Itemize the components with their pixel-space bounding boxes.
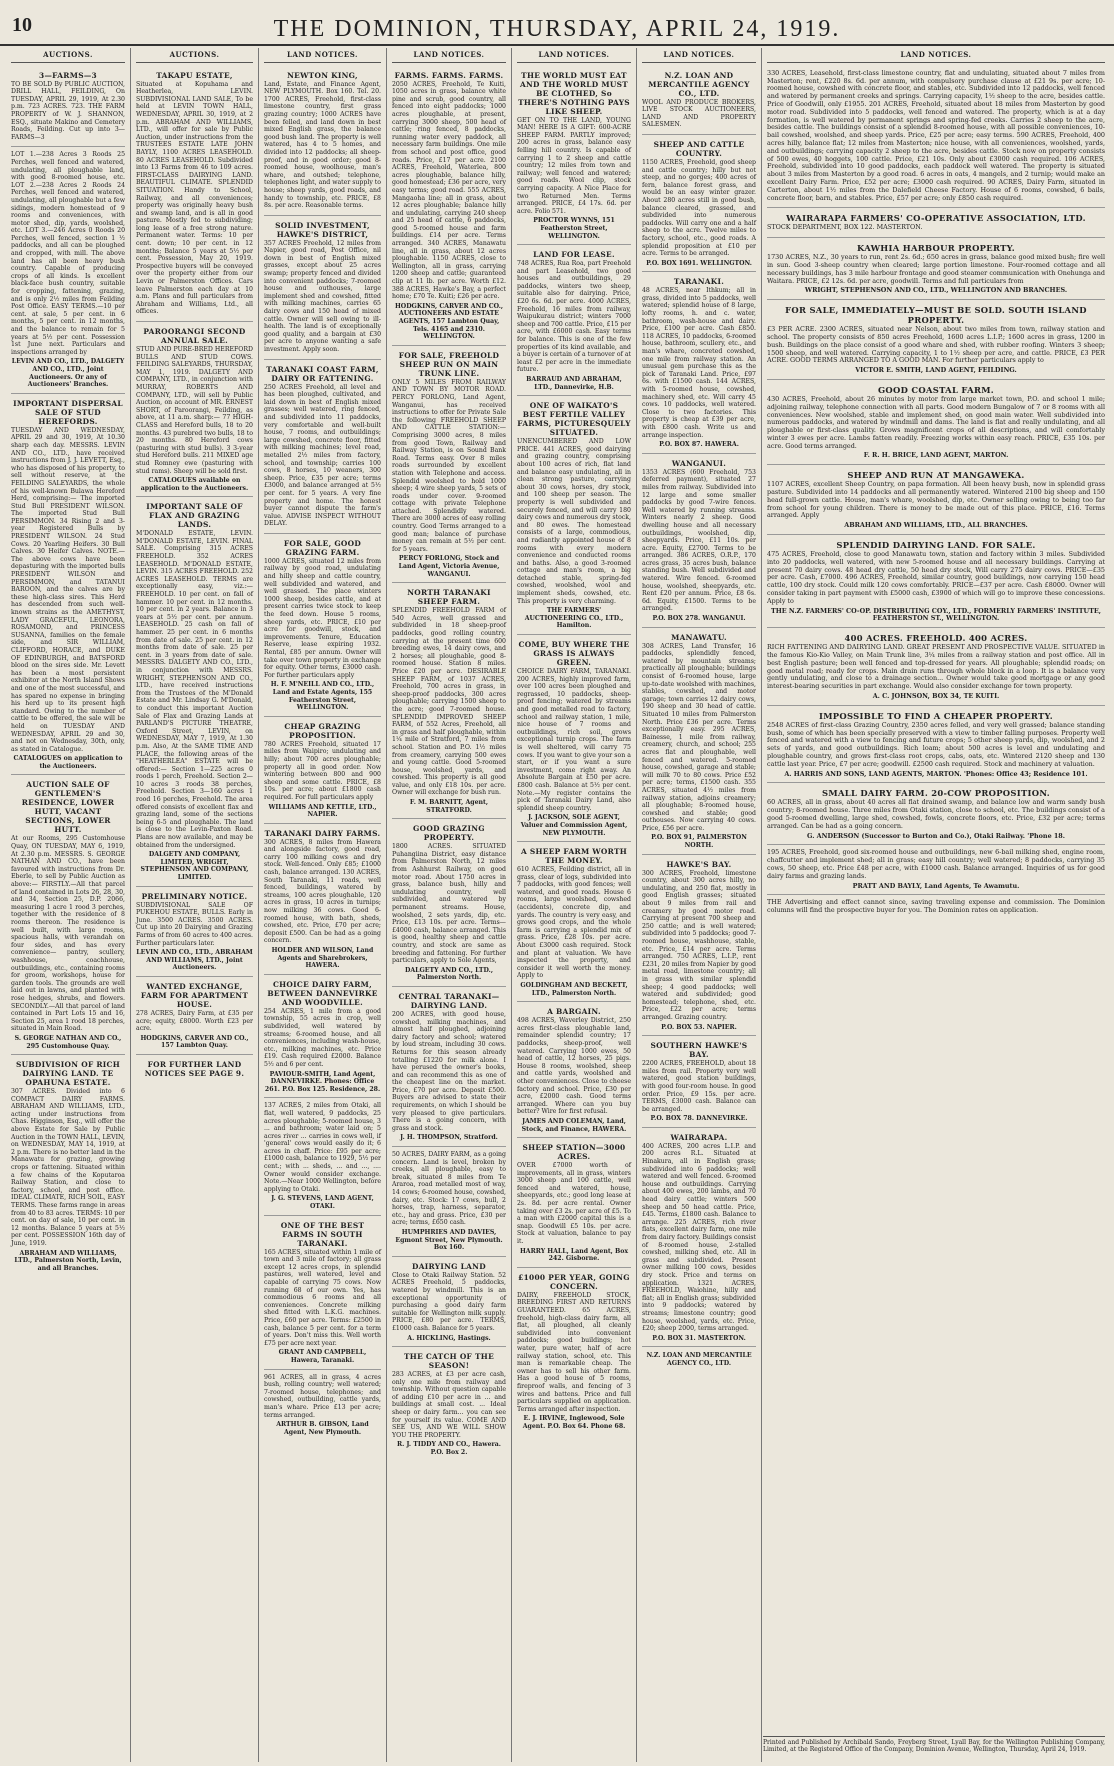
- ad-title: WAIRARAPA.: [670, 1132, 728, 1142]
- advertisement: [392, 66, 506, 346]
- advertisement: [767, 628, 1105, 706]
- advertisement: [264, 824, 381, 975]
- ad-advertiser: HODGKINS, CARVER AND CO., 157 Lambton Quay.: [140, 1034, 249, 1050]
- advertisement: [264, 717, 381, 824]
- ad-title: SHEEP AND CATTLE COUNTRY.: [653, 139, 745, 158]
- ad-advertiser: LEVIN AND CO., LTD., DALGETY AND CO., LTD., Joint Auctioneers. Or any of Auctioneers' Branches.: [11, 358, 125, 389]
- column-heading: LAND NOTICES.: [642, 48, 756, 63]
- ad-advertiser: A. C. JOHNSON, BOX 34, TE KUITI.: [872, 692, 1000, 701]
- ad-advertiser: HOLDER AND WILSON, Land Agents and Sharebrokers, HAWERA.: [271, 947, 374, 970]
- advertisement: [517, 635, 631, 842]
- page-number: 10: [12, 14, 32, 36]
- column-5: [512, 48, 637, 1762]
- ad-body: £3 PER ACRE. 2300 ACRES, situated near Nelson, about two miles from town, railway station and school. The property consists of 850 acres Freehold, 1600 acres L.I.P.; 1600 acres in grass, 1200 in bush. Buildings on the place consist of a good whare and shed, with rubber roofing. Winters 3 sheep; 1500 sheep, and well watered. Carrying capacity, 1 to 1½ sheep per acre, and cattle. PRICE, £3 PER ACRE. GOOD TERMS ARRANGED TO A GOOD MAN. For further particulars apply to: [767, 325, 1105, 365]
- ad-advertiser: S. GEORGE NATHAN AND CO., 295 Customhouse Quay.: [14, 1034, 122, 1050]
- ad-body: 400 ACRES, 200 acres L.I.P. and 200 acres R.L. Situated at Hinakura, all in English grass; subdivided into 6 paddocks; well watered and well fenced. 6-roomed house and outbuildings. Carrying about 400 ewes, 200 lambs, and 70 head dairy cattle; winters 500 sheep and 50 head cattle. Price, £45. Terms, £1800 cash. Balance to arrange. 225 ACRES, rich river flats, excellent dairy farm, one mile from dairy factory. Buildings consist of 8-roomed house, 2-stalled cowshed, milking shed, etc. All in grass and subdivided. Present owner milking 100 cows, besides dry stock. Price and terms on application. 1321 ACRES, FREEHOLD, Waiohine, hilly and flat; all in English grass; subdivided into 9 paddocks; watered by streams; limestone country; good house, woolshed, yards, etc. Price, £20; sheep 2000, terms arranged.: [642, 1142, 756, 1333]
- ad-title: NORTH TARANAKI SHEEP FARM.: [407, 588, 491, 607]
- ad-body: TUESDAY AND WEDNESDAY, APRIL 29 and 30, 1919, At 10.30 sharp each day. MESSRS. LEVIN AND CO., LTD., have received instructions from J. J. LEVETT, Esq., who has disposed of his property, to sell without reserve, at the FEILDING SALEYARDS, the whole of his well-known Bulawa Hereford Herd, comprising:— The imported Stud Bull PRESIDENT WILSON. The imported Stud Bull PERSIMMON. 34 Rising 2 and 3-year Registered Bulls by PRESIDENT WILSON. 24 Stud Cows. 20 Yearling Heifers. 30 Bull Calves. 30 Heifer Calves. NOTE.—The above cows have been depasturing with the imported bulls PRESIDENT WILSON and PERSIMMON, and TATANUI BAROON, and the calves are by these high-class sires. This Herd has descended from such well-known strains as the AMETHYST, LADY GRACEFUL, LEONORA, ROSAMOND, and PRINCESS SUSANNA, families on the female side, and SIR WILLIAM, CLIFFORD, HORACE, and DUKE OF EDINBURGH, and BATSFORD blood on the sires side. Mr. Levett has been a most persistent exhibitor at the North Island Shows and one of the most successful, and has spared no expense in bringing his herd up to its present high standard. Owing to the number of cattle to be offered, the sale will be held on TUESDAY AND WEDNESDAY, APRIL 29 and 30, and not on Wednesday, 30th, only, as stated in Catalogue.: [11, 426, 125, 753]
- ad-body: 1000 ACRES, situated 12 miles from railway by good road, undulating and hilly sheep and cattle country, well subdivided and watered, and well grassed. The place winters 1000 sheep, besides cattle, and at present carries twice stock to keep the feed down. House 5 rooms, sheep yards, etc. PRICE, £10 per acre for goodwill, stock, and improvements. Tenure, Education Reserve, lease expiring 1932. Rental, £85 per annum. Owner will take over town property in exchange for equity. Other terms, £3000 cash. For further particulars apply: [264, 557, 381, 679]
- ad-body: ONLY 5 MILES FROM RAILWAY AND TOWN BY MOTOR ROAD. PERCY FORLONG, Land Agent, Wanganui, has received instructions to offer for Private Sale the following FREEHOLD SHEEP AND CATTLE STATION:— Comprising 3000 acres, 8 miles from good Town, Railway and Railway Station, is on Sound Bank Road. Terms easy. Over 8 miles roads surrounded by excellent station with Telephone and access. Splendid woolshed to hold 1000 sheep; 4 wire sheep yards, 5 sets of roads under cover. 9-roomed cottage with private Telephone attached. Splendidly watered. There are 3000 acres of easy rolling country. Good Terms arranged to a good man; balance of purchase money can remain at 5½ per cent. for 5 years.: [392, 378, 506, 553]
- advertisement: [767, 465, 1105, 535]
- advertisement: [767, 300, 1105, 380]
- column-heading: LAND NOTICES.: [392, 48, 506, 63]
- ad-advertiser: CATALOGUES available on application to the Auctioneers.: [140, 477, 249, 492]
- advertisement: [767, 66, 1105, 209]
- column-heading: AUCTIONS.: [11, 48, 125, 63]
- ad-title: TARANAKI.: [673, 277, 725, 287]
- advertisement: [642, 1036, 756, 1128]
- advertisement: [264, 1370, 381, 1441]
- ad-advertiser: R. J. TIDDY AND CO., Hawera. P.O. Box 2.: [397, 1441, 501, 1457]
- ad-title: ONE OF THE BEST FARMS IN SOUTH TARANAKI.: [280, 1220, 365, 1248]
- ad-body: 330 ACRES, Leasehold, first-class limestone country, flat and undulating, situated about 7 miles from Masterton; rent, £220 8s. 6d. per annum, with compulsory purchase clause at £21 9s. per acre; 10-roomed house, cowshed with concrete floor, and stables, etc. Subdivided into 12 paddocks, well fenced and watered by permanent creeks and springs. Carrying capacity, 1½ sheep to the acre, besides cattle. Price of Goodwill, only £1955. 201 ACRES, Freehold, situated about 18 miles from Masterton by good motor road. Subdivided into 5 paddocks, well fenced and watered. The property, which is at a day formation, is well watered by permanent springs and spring-fed creeks. Carries 2 sheep to the acre, besides cattle. The buildings consist of a splendid 8-roomed house, with all possible conveniences, 10-bail cowshed, woolshed, and sheep yards. Price, £25 per acre; easy terms. 590 ACRES, Freehold, 400 acres hilly, balance flat; 12 miles from Masterton; nice house, with all conveniences, woolshed, yards, and outbuildings; carrying capacity 2 sheep to the acre, besides cattle. Stock now on property consists of 500 ewes, 40 hoggets, 100 cattle. Price, £21 10s. Only about £3000 cash required. 106 ACRES, Freehold, subdivided into 10 good paddocks, each paddock well watered. The property is situated about 3 miles from Masterton by a good road. 6 acres in oats, 4 mangels, and 2 turnip; would make an excellent Dairy Farm. Price, £52 per acre; £3000 cash required. 90 ACRES, Dairy Farm, situated in Carterton, about 1½ miles from the Dalefield Cheese Factory. House of 6 rooms, cowshed, 6 bails, concrete floor, barn, and stables. Price, £57 per acre; only £850 cash required.: [767, 68, 1105, 202]
- ad-body: 195 ACRES, Freehold, good six-roomed house and outbuildings, new 6-bail milking shed, engine room, chaffcutter and implement shed; all in grass; easy hill country; well watered; 8 paddocks, carrying 35 cows, 50 sheep, etc. Price £48 per acre, with £1000 cash. Balance arranged. Inquiries of us for good dairy farms and grazing lands.: [767, 848, 1105, 880]
- ad-body: OVER £7000 worth of improvements, all in grass, winters 3000 sheep and 100 cattle, well fenced and watered, house, sheepyards, etc.; good long lease at 2s. 8d. per acre rental. Owner taking over £3 2s. per acre of £5. To a man with £2000 capital this is a snap. Goodwill £5 10s. per acre. Stock at valuation, balance to pay it.: [517, 1162, 631, 1246]
- ad-body: STOCK DEPARTMENT, BOX 122. MASTERTON.: [767, 223, 923, 232]
- ad-body: UNENCUMBERED AND LOW PRICE. 441 ACRES, good dairying and grazing country, comprising about 100 acres of rich, flat land and balance easy undulating, all in clean strong pasture, carrying about 30 cows, horses, dry stock, and 100 sheep per season. The property is well subdivided and securely fenced, and will carry 180 dairy cows and numerous dry stock, and 80 ewes. The homestead consists of a large, commodious, and radiantly appointed house of 8 rooms with every modern convenience and conducted rooms and baths. Also, a good 3-roomed cottage and man's room, a big detached stable, spring-fed cowshed, woolshed, wool and implement sheds, cowshed, etc. This property is very charming.: [517, 438, 631, 605]
- ad-body: Close to Otaki Railway Station. 52 ACRES Freehold, 5 paddocks, watered by windmill. This is an exceptional opportunity of purchasing a good dairy farm suitable for Wellington milk supply. PRICE, £80 per acre. TERMS, £1000 cash. Balance for 5 years.: [392, 1271, 506, 1332]
- advertisement: [517, 1138, 631, 1268]
- column-2: [131, 48, 259, 1762]
- ad-body: 748 ACRES, Rua Roa, part Freehold and part Leasehold, two good houses and outbuildings, 29 paddocks, winters two sheep, suitable also for dairying. Price, £20 6s. 6d. per acre. 4000 ACRES, Freehold, 16 miles from railway, Waipukurau district; winters 7000 sheep and 700 cattle. Price, £15 per acre, with £6000 cash. Easy terms for balance. This is one of the few properties of its kind available, and a buyer is certain of a turnover of at least £2 per acre in the immediate future.: [517, 260, 632, 374]
- ad-advertiser: HARRY HALL, Land Agent, Box 242. Gisborne.: [519, 1247, 629, 1263]
- columns-area: [6, 48, 1110, 1762]
- advertisement: [642, 628, 756, 855]
- advertisement: [642, 66, 756, 135]
- ad-advertiser: P.O. BOX 91, PALMERSTON NORTH.: [651, 834, 747, 850]
- ad-advertiser: DALGETY AND COMPANY, LIMITED, WRIGHT, STEPHENSON AND COMPANY, LIMITED.: [140, 851, 249, 881]
- advertisement: [517, 396, 631, 635]
- advertisement: [11, 66, 125, 148]
- ad-body: LOT 1.—238 Acres 3 Roods 25 Perches, well fenced and watered, undulating, all ploughable land, with good 8-roomed house, etc. LOT 2.—238 Acres 2 Roods 24 Perches, well fenced and watered, undulating, all ploughable but a few sidings, modern homestead of 9 rooms and conveniences, with motor shed, dip, yards, woolshed, etc. LOT 3.—246 Acres 0 Roods 20 Perches, well fenced, section 1 ½ paddocks, and all can be ploughed and cropped, with mill. The above land has all been heavy bush country. Capable of producing crops of all kinds. Is excellent black-face bush country, suitable for cropping, fattening, grazing, and is only 2½ miles from Feilding Post Office. EASY TERMS.—10 per cent. at sale, 5 per cent. in 6 months, 5 per cent. in 12 months, and the balance to remain for 5 years at 5½ per cent. Possession 1st June next. Particulars and inspections arranged by: [11, 151, 125, 356]
- ad-body: Situated at Kopuhama and Heatherlea, LEVIN. SUBDIVISIONAL LAND SALE, To be held at LEVIN TOWN HALL, WEDNESDAY, APRIL 30, 1919, at 2 p.m. ABRAHAM AND WILLIAMS, LTD., will offer for sale by Public Auction, under instructions from the TRUSTEES ESTATE LATE JOHN BAYLY, 1100 ACRES LEASEHOLD. 80 ACRES LEASEHOLD. Subdivided into 13 Farms from 46 to 109 acres. FIRST-CLASS DAIRYING LAND. BEAUTIFUL CLIMATE. SPLENDID SITUATION. Handy to School, Railway, and all conveniences; property was originally heavy bush and swamp land, and is all in good pasture. Mostly fed to subdividing; long lease of a free strong nature. Permanent water. Terms: 10 per cent. down; 10 per cent. in 12 months; Balance 5 years at 5½ per cent. Possession, May 20, 1919. Prospective buyers will be conveyed over the property either from our Levin or Palmerston Offices. Cars leave Palmerston each day at 10 a.m. Plans and full particulars from Abraham and Williams, Ltd., all offices.: [136, 80, 253, 316]
- ad-title: CENTRAL TARANAKI—DAIRYING LAND.: [398, 991, 500, 1010]
- column-heading: AUCTIONS.: [136, 48, 253, 63]
- ad-body: 498 ACRES, Waverley District, 250 acres first-class ploughable land, remainder splendid country; 17 paddocks, sheep-proof, well watered. Carrying 1000 ewes, 50 head of cattle, 12 horses, 25 pigs. House 8 rooms, woolshed, sheep and cattle yards, woolshed and other conveniences. Close to cheese factory and school. Price, £30 per acre, £2000 cash. Good terms arranged. Where can you buy better? Wire for first refusal.: [517, 1017, 631, 1116]
- advertisement: [767, 380, 1105, 465]
- ad-advertiser: BARRAUD AND ABRAHAM, LTD., Dannevirke, H.B.: [526, 376, 622, 391]
- ad-title: MANAWATU.: [671, 632, 727, 642]
- ad-title: ONE OF WAIKATO'S BEST FERTILE VALLEY FARMS, PICTURESQUELY SITUATED.: [517, 401, 631, 438]
- ad-body: Land, Estate, and Finance Agent, NEW PLYMOUTH. Box 160. Tel. 20. 1700 ACRES, Freehold, first-class limestone country, first grass grazing country; 1000 ACRES have been felled, and land down in best mixed English grass, the balance good bush land. The property is well watered, has 4 to 5 homes, and divided into 12 paddocks; all sheep-proof, and in good order; good 8-roomed house, woolhouse, man's whare, and outshed; telephone, telephones light, and water supply to house; sheep yards, good roads, and handy to township, etc. PRICE, £8 8s. per acre. Reasonable terms.: [264, 80, 381, 210]
- ad-body: 2548 ACRES of first-class Grazing Country, 2350 acres felled, and very well grassed; balance standing bush, some of which has been specially preserved with a view to timber falling purposes. Property well fenced and watered with a view to fencing and future crops; 5 other sheep yards, dip, woolshed, and 2 sets of yards, and good outbuildings. Rich loam; about 500 acres is level and undulating and ploughable country, and grows first-class root crops, cabs, oats, etc. Wintered 2120 sheep and 130 cattle last year. Price, £7 per acre; goodwill. £2500 cash required. Stock and machinery at valuation.: [767, 720, 1105, 768]
- ad-body: 475 ACRES, Freehold, close to good Manawatu town, station and factory within 3 miles. Subdivided into 20 paddocks, well watered, with new 5-roomed house and all necessary buildings. Carrying at present 70 dairy cows. 48 head dry cattle, 50 head dry stock, Will carry 275 dairy cows. PRICE—£35 per acre. Cash, £7000. 496 ACRES, Freehold, similar country, good buildings, now carrying 150 head cattle, 100 dry stock. Could milk 120 cows comfortably. PRICE—£37 per acre. Cash £8000. Owner will consider taking in part payment with £5000 cash, £3900 of which will go to improve these concessions. Apply to: [767, 550, 1105, 605]
- column-3: [259, 48, 387, 1762]
- ad-title: IMPORTANT DISPERSAL SALE OF STUD HEREFORDS.: [13, 398, 123, 426]
- advertisement: [517, 245, 631, 396]
- ad-advertiser: HODGKINS, CARVER AND CO., AUCTIONEERS AND ESTATE AGENTS, 157 Lambton Quay, Tels. 4165 and 2310. WELLINGTON.: [394, 302, 504, 341]
- ad-body: RICH FATTENING AND DAIRYING LAND. GREAT PRESENT AND PROSPECTIVE VALUE. SITUATED in the famous Kio-Kio Valley, on Main Trunk line, 3¼ miles from a railway station and post office. All in best English pasture; been well fenced and top-dressed for years. All ploughable; splendid roads; on good metal road; ready for crops. Main drain runs through whole block in a loop. It is a balance very gently undulating, and close to a drainage section... Owner would take good mortgage or any good interest-bearing securities in part exchange. Would also consider exchange for town property.: [767, 643, 1105, 691]
- ad-body: 610 ACRES, Feilding district, all in grass, clear of logs, subdivided into 7 paddocks, with good fences; well watered, and good roads. House 6 rooms, large woolshed, cowshed (accidents), concrete dip, and yards. The country is very easy, and grows good crops, and the whole farm is carrying a splendid mix of grass. Price, £28 10s. per acre. About £3000 cash required. Stock and plant at valuation. We have inspected the property, and consider it well worth the money. Apply to: [517, 866, 631, 980]
- ad-title: WANTED EXCHANGE, FARM FOR APARTMENT HOUSE.: [140, 981, 249, 1009]
- ad-body: 430 ACRES, Freehold, about 26 minutes by motor from large market town, P.O. and school 1 mile; adjoining railway, telephone connection with all parts. Good modern Bungalow of 7 or 8 rooms with all conveniences. New woolshed, stable and implement shed, on good main water. Well subdivided into numerous paddocks, and watered by windmill and dams. The land is flat and really undulating, and all ploughable or first-class quality. Grows magnificent crops of all descriptions, and will comfortably winter 3 ewes per acre. Lambs fatten readily. Freezing works within easy reach. PRICE, £35 10s. per acre. Good terms arranged.: [767, 394, 1105, 450]
- advertisement: [767, 895, 1105, 920]
- ad-title: TARANAKI DAIRY FARMS.: [264, 828, 381, 838]
- ad-body: 250 ACRES Freehold, all level and has been ploughed, cultivated, and laid down in best of English mixed grasses; well watered, ring fenced, and subdivided into 11 paddocks, very comfortable and well-built house, 7 rooms, and outbuildings; large cowshed, concrete floor, fitted with milking machines; level road, metalled 2½ miles from factory, school, and township; carries 100 cows, 8 horses, 10 weaners, 300 sheep. Price, £35 per acre; terms £3000, and balance arranged at 5½ per cent. for 5 years. A very fine property and home. The honest buyer cannot dispute the farm's value. ADVISE INSPECT WITHOUT DELAY.: [264, 383, 381, 528]
- ad-body: 200 ACRES, with good house, cowshed, milking machines, and almost half ploughed, adjoining dairy factory and school; watered by loud stream, including 30 cows. Returns for this season already totalling £1220 for milk alone. I have perused the owner's books, and can recommend this as one of the cheapest line on the market. Price, £70 per acre. Deposit £500. Buyers are advised to state their requirements, on which I should be very pleased to give particulars. There is a going concern, with grass and stock.: [392, 1010, 506, 1132]
- advertisement: [136, 66, 253, 322]
- advertisement: [264, 66, 381, 216]
- ad-body: 1150 ACRES, Freehold, good sheep and cattle country; hilly but not steep, and no gorges; 400 acres of fern, balance forest grass, and would be an easy winter grazer. About 280 acres still in good bush, balance cleared, grassed, and subdivided into numerous paddocks. Will carry one and a half sheep to the acre. Twelve miles to factory, school, etc., good roads. A splendid proposition at £10 per acre. Terms to be arranged.: [642, 158, 756, 258]
- advertisement: [11, 1055, 125, 1276]
- ad-advertiser: GRANT AND CAMPBELL, Hawera, Taranaki.: [278, 1349, 367, 1364]
- advertisement: [517, 1268, 631, 1435]
- ad-body: 137 ACRES, 2 miles from Otaki, all flat, well watered, 9 paddocks, 25 acres ploughable; 5-roomed house, 3 ... and bathroom; water laid on; 5 acres river ... carries in cows well, if 'general' cows would easily do it; 6 acres in chaff. Price: £95 per acre; £1000 cash, balance to 1929, 5½ per cent.; with ... sheds, ... and ..., .... Owner would consider exchange. Note.—Near 1000 Wellington, before applying to Otaki.: [264, 1102, 381, 1193]
- ad-body: 1353 ACRES (600 Freehold, 753 deferred payment), situated 27 miles from railway. Subdivided into 12 large and some smaller paddocks by good 7-wire fences. Well watered by running streams. Winters nearly 2 sheep. Good dwelling house and all necessary outbuildings, woolshed, dip, sheepyards. Price, £11 10s. per acre. Equity, £2700. Terms to be arranged. 386 ACRES, O.R.P., 170 acres grass, 35 acres bush, balance standing bush. Well subdivided and watered. Wire fenced. 6-roomed house, woolshed, sheepyards, etc. Rent £20 per annum. Price, £8 6s. 6d. Equity, £1500. Terms to be arranged.: [642, 468, 756, 613]
- ad-title: WAIRARAPA FARMERS' CO-OPERATIVE ASSOCIATION, LTD.: [786, 213, 1086, 224]
- ad-advertiser: P.O. BOX 87. HAWERA.: [659, 441, 739, 449]
- ad-body: 300 ACRES, Freehold, limestone country, about 300 acres hilly, no undulating, and 250 flat, mostly in good English grasses; situated about 9 miles from rail and creamery by good motor road. Carrying at present 700 sheep and 250 cattle; and is well watered; subdivided into 5 paddocks; good 7-roomed house, washhouse, stable, etc. Price, £14 per acre. Terms arranged. 750 ACRES, L.I.P., rent £231, 20 miles from Napier by good metal road, limestone country; all in grass with similar splendid sheep; 4 good paddocks; well watered and subdivided; good homestead; telephone, shed, etc. Price, £22 per acre; terms arranged. Grazing country.: [642, 869, 756, 1021]
- ad-body: GET ON TO THE LAND, YOUNG MAN! HERE IS A GIFT: 600-ACRE SHEEP FARM. PARTLY improved; 200 acres in grass, balance easy felling hill country. Is capable of carrying 1 to 2 sheep and cattle country; 12 miles from town and railway; well fenced and watered; good roads. Wool clip, stock carrying capacity. A Nice Place for two Returned Men. Terms arranged. PRICE, £4 17s. 6d. per acre. Folio 571.: [517, 116, 631, 215]
- ad-title: PAROORANGI SECOND ANNUAL SALE.: [143, 327, 246, 345]
- ad-body: 307 ACRES. Divided into 6 COMPACT DAIRY FARMS. ABRAHAM AND WILLIAMS, LTD., acting under instructions from Chas. Higginson, Esq., will offer the above Estate for Sale by Public Auction in the TOWN HALL, LEVIN, on WEDNESDAY, MAY 14, 1919, at 2 p.m. There is no better land in the Manawatu for grazing, growing crops or fattening. Situated within a few chains of the Koputaroa Railway Station, and close to factory, school, and post office. IDEAL CLIMATE, RICH SOIL, EASY TERMS. These farms range in areas from 40 to 83 acres. TERMS: 10 per cent. on day of sale, 10 per cent. in 12 months. Balance 5 years at 5½ per cent. POSSESSION 16th day of June, 1919.: [11, 1088, 125, 1247]
- ad-title: THE CATCH OF THE SEASON!: [403, 1352, 494, 1371]
- ad-title: SMALL DAIRY FARM. 20-COW PROPOSITION.: [822, 788, 1050, 799]
- column-1: [6, 48, 131, 1762]
- advertisement: [136, 497, 253, 886]
- ad-title: IMPORTANT SALE OF FLAX AND GRAZING LANDS.: [146, 502, 243, 530]
- advertisement: [264, 360, 381, 534]
- ad-title: FOR SALE, IMMEDIATELY—MUST BE SOLD. SOUTH ISLAND PROPERTY.: [785, 305, 1087, 326]
- column-6: [637, 48, 762, 1762]
- ad-body: 278 ACRES, Dairy Farm, at £35 per acre; equity, £8000. Worth £23 per acre.: [136, 1009, 253, 1033]
- ad-advertiser: P.O. BOX 1691. WELLINGTON.: [646, 259, 752, 267]
- ad-advertiser: PERCY FORLONG, Stock and Land Agent, Victoria Avenue, WANGANUI.: [398, 555, 500, 578]
- advertisement: [136, 1055, 253, 1083]
- column-heading: LAND NOTICES.: [264, 48, 381, 63]
- ad-body: THE Advertising and effect cannot since, saving traveling expense and commission. The Dominion columns will find the prospective buyer for you. The Dominion rates on application.: [767, 898, 1105, 915]
- ad-title: PRELIMINARY NOTICE.: [141, 891, 248, 901]
- advertisement: [264, 1098, 381, 1215]
- advertisement: [642, 454, 756, 628]
- ad-title: KAWHIA HARBOUR PROPERTY.: [856, 243, 1016, 254]
- ad-body: 357 ACRES Freehold, 12 miles from Napier, good road, Post Office, nil down in best of English mixed grasses, except about 25 acres swamp; property fenced and divided into convenient paddocks; 7-roomed house and outhouses, large implement shed and cowshed, fitted with milking machines, carries 65 dairy cows and 150 head of mixed cattle. Owner will sell owing to ill-health. The land is of exceptionally good quality, and a bargain at £30 per acre to anyone wanting a safe investment. Apply soon.: [264, 239, 381, 353]
- ad-title: NEWTON KING,: [287, 70, 358, 80]
- ad-title: CHOICE DAIRY FARM, BETWEEN DANNEVIRKE AND WOODVILLE.: [267, 979, 378, 1007]
- ad-advertiser: F. R. H. BRICE, LAND AGENT, MARTON.: [863, 451, 1009, 460]
- ad-body: 961 ACRES, all in grass, 4 acres bush, rolling country; well watered; 7-roomed house, telephones; and cowshed, outbuilding, cattle yards, man's whare. Price £13 per acre; terms arranged.: [264, 1373, 381, 1419]
- advertisement: [11, 775, 125, 1055]
- ad-title: SHEEP AND RUN AT MANGAWEKA.: [847, 470, 1025, 481]
- advertisement: [392, 1147, 506, 1257]
- ad-body: 780 ACRES Freehold, situated 17 miles from Waipiro; undulating and hilly; about 700 acres ploughable; property all in good order. Now wintering between 800 and 900 sheep and some cattle. PRICE, £8 10s. per acre; about £1800 cash required. For full particulars apply: [264, 740, 381, 801]
- ad-title: SOLID INVESTMENT, HAWKE'S DISTRICT,: [275, 220, 370, 239]
- ad-advertiser: A. HARRIS AND SONS, LAND AGENTS, MARTON. 'Phones: Office 43; Residence 101.: [784, 769, 1088, 778]
- ad-body: STUD AND PURE-BRED HEREFORD BULLS AND STUD COWS. FEILDING SALEYARDS, THURSDAY, MAY 1, 1919. DALGETY AND COMPANY, LTD., in conjunction with MURRAY, ROBERTS AND COMPANY, LTD., will sell by Public Auction, on account of MR. ERNEST SHORT, of Paroorangi, Feilding, as above, at 11 a.m. sharp:— 77 HIGH-CLASS and Hereford bulls, 18 to 20 months. 43 purebred two bulls, 18 to 20 months. 80 Hereford cows (pasturing with stud bulls). 3 3-year stud Hereford bulls. 211 MIXED age stud Romney ewe (pasturing with stud rams). Sheep will be sold first.: [136, 346, 253, 475]
- advertisement: [642, 855, 756, 1036]
- ad-title: CHEAP GRAZING PROPOSITION.: [284, 721, 361, 740]
- ad-advertiser: J. G. STEVENS, LAND AGENT, OTAKI.: [271, 1195, 374, 1211]
- ad-advertiser: WRIGHT, STEPHENSON AND CO., LTD., WELLINGTON AND BRANCHES.: [804, 286, 1068, 295]
- ad-body: SUBDIVISIONAL SALE OF PUKEHOU ESTATE, BULLS. Early in June. 3500 ACRES. 3500 ACRES. Cut up into 20 Dairying and Grazing Farms of from 60 acres to 400 acres. Further particulars later.: [136, 901, 253, 947]
- advertisement: [517, 1002, 631, 1138]
- ad-body: SPLENDID FREEHOLD FARM of 540 Acres, well grassed and subdivided in 18 sheep-proof paddocks, good rolling country, carrying at the present time 600 breeding ewes, 14 dairy cows, and 2 horses; all ploughable, good 8-roomed house. Station 8 miles. Price £20 per acre. DESIRABLE SHEEP FARM, of 1037 ACRES, Freehold, 700 acres in grass, in sheep-proof paddocks, 300 acres ploughable; carrying 1500 sheep to the acre; good 7-roomed house. SPLENDID IMPROVED SHEEP FARM, of 552 Acres, Freehold, all in grass and half ploughable, within 1¼ mile of Stratford, 7 miles from school. Station and P.O. 1½ miles from creamery, carrying 500 ewes and young cattle. Good 5-roomed house, woolshed, yards, and cowshed. This property is all good value, and only £18 10s. per acre. Owner will exchange for bush run.: [392, 607, 506, 797]
- ad-title: SPLENDID DAIRYING LAND. FOR SALE.: [836, 540, 1036, 551]
- advertisement: [517, 842, 631, 1002]
- advertisement: [136, 887, 253, 977]
- ad-advertiser: N.Z. LOAN AND MERCANTILE AGENCY CO., LTD.: [646, 1352, 752, 1367]
- advertisement: [136, 322, 253, 497]
- masthead: [0, 0, 1114, 46]
- column-heading: LAND NOTICES.: [517, 48, 631, 63]
- ad-body: 254 ACRES, 1 mile from a good township, 55 acres in crop, well subdivided, well watered by streams; 6-roomed house, and all conveniences, including wash-house, etc., milking machines, etc. Price £19. Cash required £2000. Balance 5½ and 6 per cent.: [264, 1007, 381, 1068]
- ad-advertiser: ABRAHAM AND WILLIAMS, LTD., Palmerston North, Levin, and all Branches.: [14, 1249, 122, 1272]
- ad-title: FARMS. FARMS. FARMS.: [394, 70, 504, 80]
- advertisement: [392, 583, 506, 819]
- advertisement: [264, 216, 381, 360]
- ad-advertiser: LEVIN AND CO., LTD., ABRAHAM AND WILLIAMS, LTD., Joint Auctioneers.: [136, 949, 253, 972]
- column-4: [387, 48, 512, 1762]
- ad-title: N.Z. LOAN AND MERCANTILE AGENCY CO., LTD.: [648, 70, 750, 98]
- advertisement: [11, 147, 125, 393]
- advertisement: [642, 272, 756, 453]
- ad-advertiser: G. ANDERSON (Successor to Burton and Co.), Otaki Railway. 'Phone 18.: [807, 831, 1065, 840]
- ad-body: 283 ACRES, at £3 per acre cash, only one mile from railway and township. Without question capable of adding £10 per acre in ... and buildings at small cost. ... Ideal sheep or dairy farm... you can see for yourself its value. COME AND SEE US, AND WE WILL SHOW YOU THE PROPERTY.: [392, 1371, 506, 1439]
- ad-advertiser: P.O. BOX 78. DANNEVIRKE.: [650, 1115, 748, 1123]
- ad-advertiser: P.O. BOX 53. NAPIER.: [661, 1023, 737, 1031]
- advertisement: [264, 1216, 381, 1370]
- ad-title: A BARGAIN.: [547, 1007, 601, 1017]
- advertisement: [392, 346, 506, 583]
- ad-title: SUBDIVISION OF RICH DAIRYING LAND. TE OPAHUNA ESTATE.: [15, 1060, 121, 1088]
- ad-advertiser: ABRAHAM AND WILLIAMS, LTD., ALL BRANCHES.: [844, 521, 1028, 530]
- ad-body: 60 ACRES, all in grass, about 40 acres all flat drained swamp, and balance low and warm sandy bush country; 8-roomed house. Three miles from Otaki station, close to school, etc. The buildings consist of a good 5-roomed dwelling, large shed, cowshed, fowls, concrete floors, etc. Price, £32 per acre; terms arranged. Can be had as a going concern.: [767, 798, 1105, 830]
- advertisement: [767, 535, 1105, 628]
- ad-advertiser: ARTHUR B. GIBSON, Land Agent, New Plymouth.: [276, 1421, 369, 1436]
- ad-advertiser: J. H. THOMPSON, Stratford.: [400, 1134, 498, 1142]
- ad-body: 308 ACRES, Land Transfer, 16 paddocks, splendidly fenced, watered by mountain streams; practically all ploughable; buildings consist of 6-roomed house, large up-to-date woolshed with machines, stables, cowshed, and motor garage; town carries 12 dairy cows, 190 sheep and 30 head of cattle. Situated 10 miles from Palmerston North. Price £36 per acre. Terms exceptionally easy. 295 ACRES, Bainesse, 1 mile from railway, creamery, church, and school; 255 acres flat and ploughable, well fenced and watered. 5-roomed house, cowshed, garage and stable; will milk 70 to 80 cows. Price £52 per acre; terms, £1500 cash. 355 ACRES, situated 4½ miles from railway station, adjoins creamery; all ploughable; 8-roomed house, cowshed and stable; good outhouses. Now carrying 40 cows. Price, £56 per acre.: [642, 642, 756, 832]
- advertisement: [642, 135, 756, 272]
- ad-advertiser: THE N.Z. FARMERS' CO-OP. DISTRIBUTING COY., LTD., FORMERLY FARMERS' INSTITUTE, FEATHERSTON ST., WELLINGTON.: [771, 606, 1101, 623]
- ad-title: IMPOSSIBLE TO FIND A CHEAPER PROPERTY.: [819, 710, 1053, 721]
- ad-body: 1730 ACRES, N.Z., 30 years to run, rent 2s. 6d.; 650 acres in grass, balance good mixed bush; fire well in sun. Good 3-sheep country when cleared; large portion limestone. Four-roomed cottage and all necessary buildings, has 3 mile harbour frontage and good steamer communication with Onehunga and Waitara. PRICE, £2 12s. 6d. per acre, goodwill. Terms and full particulars from: [767, 253, 1105, 285]
- ad-advertiser: VICTOR E. SMITH, LAND AGENT, FEILDING.: [855, 366, 1017, 375]
- ad-title: FOR SALE, GOOD GRAZING FARM.: [283, 538, 362, 557]
- advertisement: [642, 1347, 756, 1371]
- ad-body: TO BE SOLD By PUBLIC AUCTION, DRILL HALL, FEILDING, On TUESDAY, APRIL 29, 1919, At 2.30 p.m. 723 ACRES. 723. THE FARM PROPERTY of W. J. SHANNON, ESQ., situate Makino and Cemetery Roads, Feilding. Cut up into 3—FARMS—3: [11, 80, 125, 141]
- ad-title: GOOD COASTAL FARM.: [877, 384, 994, 395]
- ad-advertiser: CATALOGUES on application to the Auctioneers.: [13, 755, 123, 770]
- ad-title: AUCTION SALE OF GENTLEMEN'S RESIDENCE, LOWER HUTT, VACANT SECTIONS, LOWER HUTT.: [21, 780, 115, 835]
- ad-advertiser: PROCTOR WYNNS, 151 Featherston Street, WELLINGTON.: [533, 217, 615, 240]
- ad-body: M'DONALD ESTATE, LEVIN. M'DONALD ESTATE, LEVIN. FINAL SALE. Comprising 315 ACRES FREEHOLD. 352 ACRES LEASEHOLD. M'DONALD ESTATE, LEVIN. 315 ACRES FREEHOLD. 252 ACRES LEASEHOLD. TERMS are exceptionally easy, viz.:— FREEHOLD. 10 per cent. on fall of hammer. 10 per cent. in 12 months. 10 per cent. in 2 years. Balance in 3 years at 5½ per cent. per annum. LEASEHOLD. 25 cash on fall of hammer. 25 per cent. in 6 months from date of sale. 25 per cent. in 12 months from date of sale. 25 per cent. in 3 years from date of sale. MESSRS. DALGETY AND CO., LTD., in conjunction with MESSRS. WRIGHT, STEPHENSON AND CO., LTD., have received instructions from the Trustees of the M'Donald Estate and Mr. Lindsay G. M'Donald, to conduct this important Auction Sale of Flax and Grazing Lands at PARLAND'S PICTURE THEATRE, Oxford Street, LEVIN, on WEDNESDAY, MAY 7, 1919, At 1.30 p.m. Also, At the SAME TIME AND PLACE, the following areas of the "HEATHERLEA" ESTATE will be offered:— Section 1—225 acres 0 roods 1 perch, Freehold. Section 2—10 acres 3 roods 38 perches, Freehold. Section 3—160 acres 1 rood 16 perches, Freehold. The area offered consists of excellent flax and grazing land, some of the sections being 6-5 and ploughable. The land is close to the Levin-Paxton Road. Plans are now available, and may be obtained from the undersigned.: [136, 530, 253, 849]
- ad-advertiser: J. JACKSON, SOLE AGENT, Valuer and Commission Agent, NEW PLYMOUTH.: [520, 814, 628, 837]
- ad-advertiser: WILLIAMS AND KETTLE, LTD., NAPIER.: [268, 803, 377, 819]
- ad-body: 1800 ACRES. SITUATED Puhangiina District, easy distance from Palmerston North, 12 miles from Ashhurst Railway, on good motor road. About 1750 acres in grass, balance bush, hilly and undulating country, well subdivided, and watered by permanent streams. House, woolshed, 2 sets yards, dip, etc. Price, £13 10s. per acre. Terms—£4000 cash, balance arranged. This is good, healthy sheep and cattle country, and stock are same as breeding and fattening. For further particulars, apply to Sole Agents,: [392, 843, 506, 965]
- advertisement: [767, 783, 1105, 845]
- ad-body: 165 ACRES, situated within 1 mile of town and 3 mile of factory; all grass except 12 acres crops, in splendid pastures, well watered, level and capable of carrying 75 cows. Now running 68 of our own. Yes, has commodious 6 rooms and all conveniences. Concrete milking shed fitted with L.K.G. machines. Price, £60 per acre. Terms: £2500 in cash, balance 5 per cent. for a term of years. Don't miss this. Well worth £75 per acre next year.: [264, 1248, 381, 1347]
- ad-advertiser: PAVIOUR-SMITH, Land Agent, DANNEVIRKE. Phones: Office 261. P.O. Box 125. Residence, 28.: [264, 1070, 381, 1093]
- advertisement: [392, 1347, 506, 1461]
- advertisement: [392, 819, 506, 987]
- ad-body: At our Rooms, 295 Customhouse Quay, ON TUESDAY, MAY 6, 1919, At 2.30 p.m. MESSRS. S. GEORGE NATHAN AND CO., have been favoured with instructions from Dr. Eberle, to sell by Public Auction as above:— FIRSTLY.—All that parcel of land contained in Lots 26, 28, 30, and 34, Section 25, D.P. 2066, measuring 1 acre 1 rood 3 perches, together with the residence of 8 rooms thereon. The residence is well built, with large rooms, spacious halls, with verandah on four sides, and has every convenience— pantry, scullery, washhouse, coachhouse, outbuildings, etc., containing rooms for groom, workshops, house for garden tools. The grounds are well laid out in lawns, and planted with rose hedges, shrubs, and flowers. SECONDLY.—All that parcel of land contained in Part Lots 15 and 16, Section 25, area 1 rood 18 perches, situated in Main Road.: [11, 835, 125, 1033]
- advertisement: [767, 238, 1105, 300]
- ad-title: WANGANUI.: [671, 458, 727, 468]
- imprint: Printed and Published by Archibald Sando, Freyberg Street, Lyall Bay, for the Wellington Publishing Company, Limited, at the Registered Office of the Company, Dominion Avenue, Wellington, Thursday, April 24, 1919.: [763, 1736, 1105, 1753]
- ad-advertiser: JAMES AND COLEMAN, Land, Stock, and Finance, HAWERA.: [521, 1117, 627, 1133]
- advertisement: [392, 987, 506, 1147]
- ad-body: 2050 ACRES, Freehold, Te Kuiti, 1050 acres in grass, balance white pine and scrub, good country, all fenced into eight paddocks; 1000 acres ploughable, at present, carrying 3000 sheep, 500 head of cattle; ring fenced, 8 paddocks, running water every paddock, all necessary farm buildings. One mile from school and post office, good roads. Price, £17 per acre. 2100 ACRES, Freehold, Waterlea, 800 acres ploughable, balance hilly, good homestead; £36 per acre, very easy terms; good road. 555 ACRES, Mangaoha line; all in grass, about 12 acres ploughable; balance hilly and undulating, carrying 240 sheep and 25 head of cattle, 6 paddocks, good 5-roomed house and farm buildings. £14 per acre. Terms arranged. 340 ACRES, Manawatu line, all in grass, about 12 acres ploughable. 1150 ACRES, close to Wellington, all in grass, carrying 1200 sheep and cattle; guaranteed clip at 11 lb. per acre. Worth £12. 388 ACRES, Hawke's Bay, a perfect home; £70 Te. Kuiti; £26 per acre.: [392, 80, 506, 301]
- ad-title: TARANAKI COAST FARM, DAIRY OR FATTENING.: [266, 364, 379, 383]
- ad-body: 2200 ACRES, FREEHOLD, about 18 miles from rail. Property very well watered, good station buildings, with good four-room house. In good order. Price, £9 15s. per acre. TERMS, £3000 cash. Balance can be arranged.: [642, 1060, 756, 1113]
- ad-advertiser: DALGETY AND CO., LTD., Palmerston North.: [405, 966, 493, 982]
- newspaper-title: THE DOMINION, THURSDAY, APRIL 24, 1919.: [273, 16, 841, 42]
- advertisement: [264, 975, 381, 1099]
- ad-body: CHOICE DAIRY FARM, TARANAKI. 200 ACRES, highly improved farm, over 100 acres been ploughed and regrassed, 10 paddocks, sheep-proof fencing; watered by streams and good metalled road to factory, school and railway station, 1 mile, nice house of 7 rooms and outbuildings, rich soil, grows exceptional turnip crops. The farm is well sheltered, will carry 75 cows. If you want to give your son a start, or if you want a sure investment, come right away. An Absolute Bargain at £50 per acre. £800 cash. Balance at 5½ per cent. Note.—My register contains the pick of Taranaki Dairy Land, also splendid sheep country.: [517, 668, 631, 812]
- advertisement: [392, 1257, 506, 1347]
- ad-title: £1000 PER YEAR, GOING CONCERN.: [518, 1272, 630, 1291]
- ad-advertiser: F. M. BARNITT, Agent, STRATFORD.: [409, 799, 489, 814]
- ad-body: WOOL AND PRODUCE BROKERS, LIVE STOCK AUCTIONEERS, LAND AND PROPERTY SALESMEN.: [642, 98, 756, 129]
- ad-body: DAIRY, FREEHOLD STOCK, BREEDING FIRST AND RETURNS GUARANTEED. 65 ACRES, freehold, high-class dairy farm, all flat, all ploughed, all cleanly subdivided into convenient paddocks; good buildings; hot water, pure water, half of acre railway station, school, etc. This man is remarkable cheap. The owner has to sell his other farm. Has a good house of 5 rooms, fireproof walls, and fencing of 3 wires and battens. Price and full particulars supplied on application. Terms arranged after inspection.: [517, 1291, 631, 1413]
- ad-advertiser: P.O. BOX 278. WANGANUI.: [652, 615, 746, 623]
- advertisement: [642, 1128, 756, 1347]
- advertisement: [517, 66, 631, 246]
- ad-advertiser: THE FARMERS' AUCTIONEERING CO., LTD., Hamilton.: [524, 607, 624, 630]
- ad-advertiser: HUMPHRIES AND DAVIES, Egmont Street, New Plymouth. Box 160.: [395, 1228, 503, 1252]
- ad-title: A SHEEP FARM WORTH THE MONEY.: [520, 847, 628, 866]
- column-heading: LAND NOTICES.: [767, 48, 1105, 63]
- ad-title: FOR SALE, FREEHOLD SHEEP RUN ON MAIN TRUNK LINE.: [398, 350, 500, 378]
- column-7: [762, 48, 1110, 1762]
- ad-title: COME, BUY WHERE THE GRASS IS ALWAYS GREEN.: [518, 640, 630, 668]
- ad-body: 300 ACRES, 8 miles from Hawera and alongside factory, good road, carry 100 milking cows and dry stock. Well-fenced. Only £85; £1000 cash, balance arranged. 130 ACRES, South Taranaki, 11 roads, well fenced, buildings, watered by streams, 100 acres ploughable, 120 acres in grass, 10 acres in turnips; now milking 36 cows. Good 6-roomed house, with bath, sheds, cowshed, etc. Price, £70 per acre; deposit £500. Can be had as a going concern.: [264, 838, 381, 945]
- advertisement: [767, 706, 1105, 784]
- ad-title: 3—FARMS—3: [39, 70, 97, 80]
- ad-title: SHEEP STATION—3000 ACRES.: [522, 1143, 626, 1162]
- ad-title: GOOD GRAZING PROPERTY.: [413, 824, 485, 843]
- ad-advertiser: A. HICKLING, Hastings.: [407, 1334, 491, 1342]
- advertisement: [264, 534, 381, 717]
- ad-body: 50 ACRES, DAIRY FARM, as a going concern. Land is level, broken by creeks, all ploughable, easy to break, situated 8 miles from Te Araroa, road metalled most of way, 14 cows; 6-roomed house, cowshed, dairy, etc. Stock: 17 cows, bull, 2 horses, trap, harness, separator, etc., hay and grass. Price, £30 per acre; terms, £650 cash.: [392, 1151, 506, 1227]
- ad-advertiser: H. F. M'NEILL AND CO., LTD., Land and Estate Agents, 155 Featherston Street, WELLINGTON.: [270, 681, 375, 712]
- ad-title: DAIRYING LAND: [412, 1261, 486, 1271]
- advertisement: [136, 977, 253, 1055]
- ad-title: FOR FURTHER LAND NOTICES SEE PAGE 9.: [144, 1059, 245, 1078]
- ad-title: THE WORLD MUST EAT AND THE WORLD MUST BE CLOTHED, So THERE'S NOTHING PAYS LIKE SHEEP.: [518, 70, 630, 116]
- advertisement: [767, 845, 1105, 895]
- ad-advertiser: P.O. BOX 31. MASTERTON.: [652, 1334, 746, 1342]
- ad-title: 400 ACRES. FREEHOLD. 400 ACRES.: [844, 633, 1028, 644]
- advertisement: [11, 394, 125, 776]
- ad-advertiser: PRATT AND BAYLY, Land Agents, Te Awamutu.: [852, 881, 1020, 890]
- ad-body: 48 ACRES, near Ithkum; all in grass, divided into 5 paddocks, well watered; splendid house of 8 large, lofty rooms, h. and c. water, bathroom, wash-house and dairy. Price, £100 per acre. Cash £850. 118 ACRES, 10 paddocks, 6-roomed house, bathroom, scullery, etc., and man's whare, concreted cowshed, one mile from railway station. An unusual gem purchase this as the pick of Taranaki Land. Price, £97 6s. with £1500 cash. 144 ACRES, with 5-roomed house, cowshed, machinery shed, etc. Will carry 45 cows. 10 paddocks, well watered. Close to two factories. This property is cheap at £39 per acre, with £800 cash. Write us and arrange inspection.: [642, 287, 756, 439]
- ad-title: LAND FOR LEASE.: [533, 250, 615, 260]
- ad-title: SOUTHERN HAWKE'S BAY.: [650, 1041, 748, 1060]
- ad-title: HAWKE'S BAY.: [666, 859, 732, 869]
- ad-advertiser: E. J. IRVINE, Inglewood, Sole Agent. P.O. Box 64. Phone 68.: [522, 1415, 626, 1430]
- ad-body: 1107 ACRES, excellent Sheep Country, on papa formation. All been heavy bush, now in splendid grass pasture. Subdivided into 14 paddocks and all permanently watered. Wintered 2100 big sheep and 150 head full-grown cattle. House, man's whare, woolshed, dip, etc. Owner selling owing to being too far from school for young children. There is money to be made out of this place. PRICE, £16. Terms arranged. Apply: [767, 480, 1105, 520]
- ad-advertiser: GOLDINGHAM AND BECKETT, LTD., Palmerston North.: [520, 982, 628, 997]
- ad-title: TAKAPU ESTATE,: [156, 70, 233, 80]
- advertisement: [767, 208, 1105, 238]
